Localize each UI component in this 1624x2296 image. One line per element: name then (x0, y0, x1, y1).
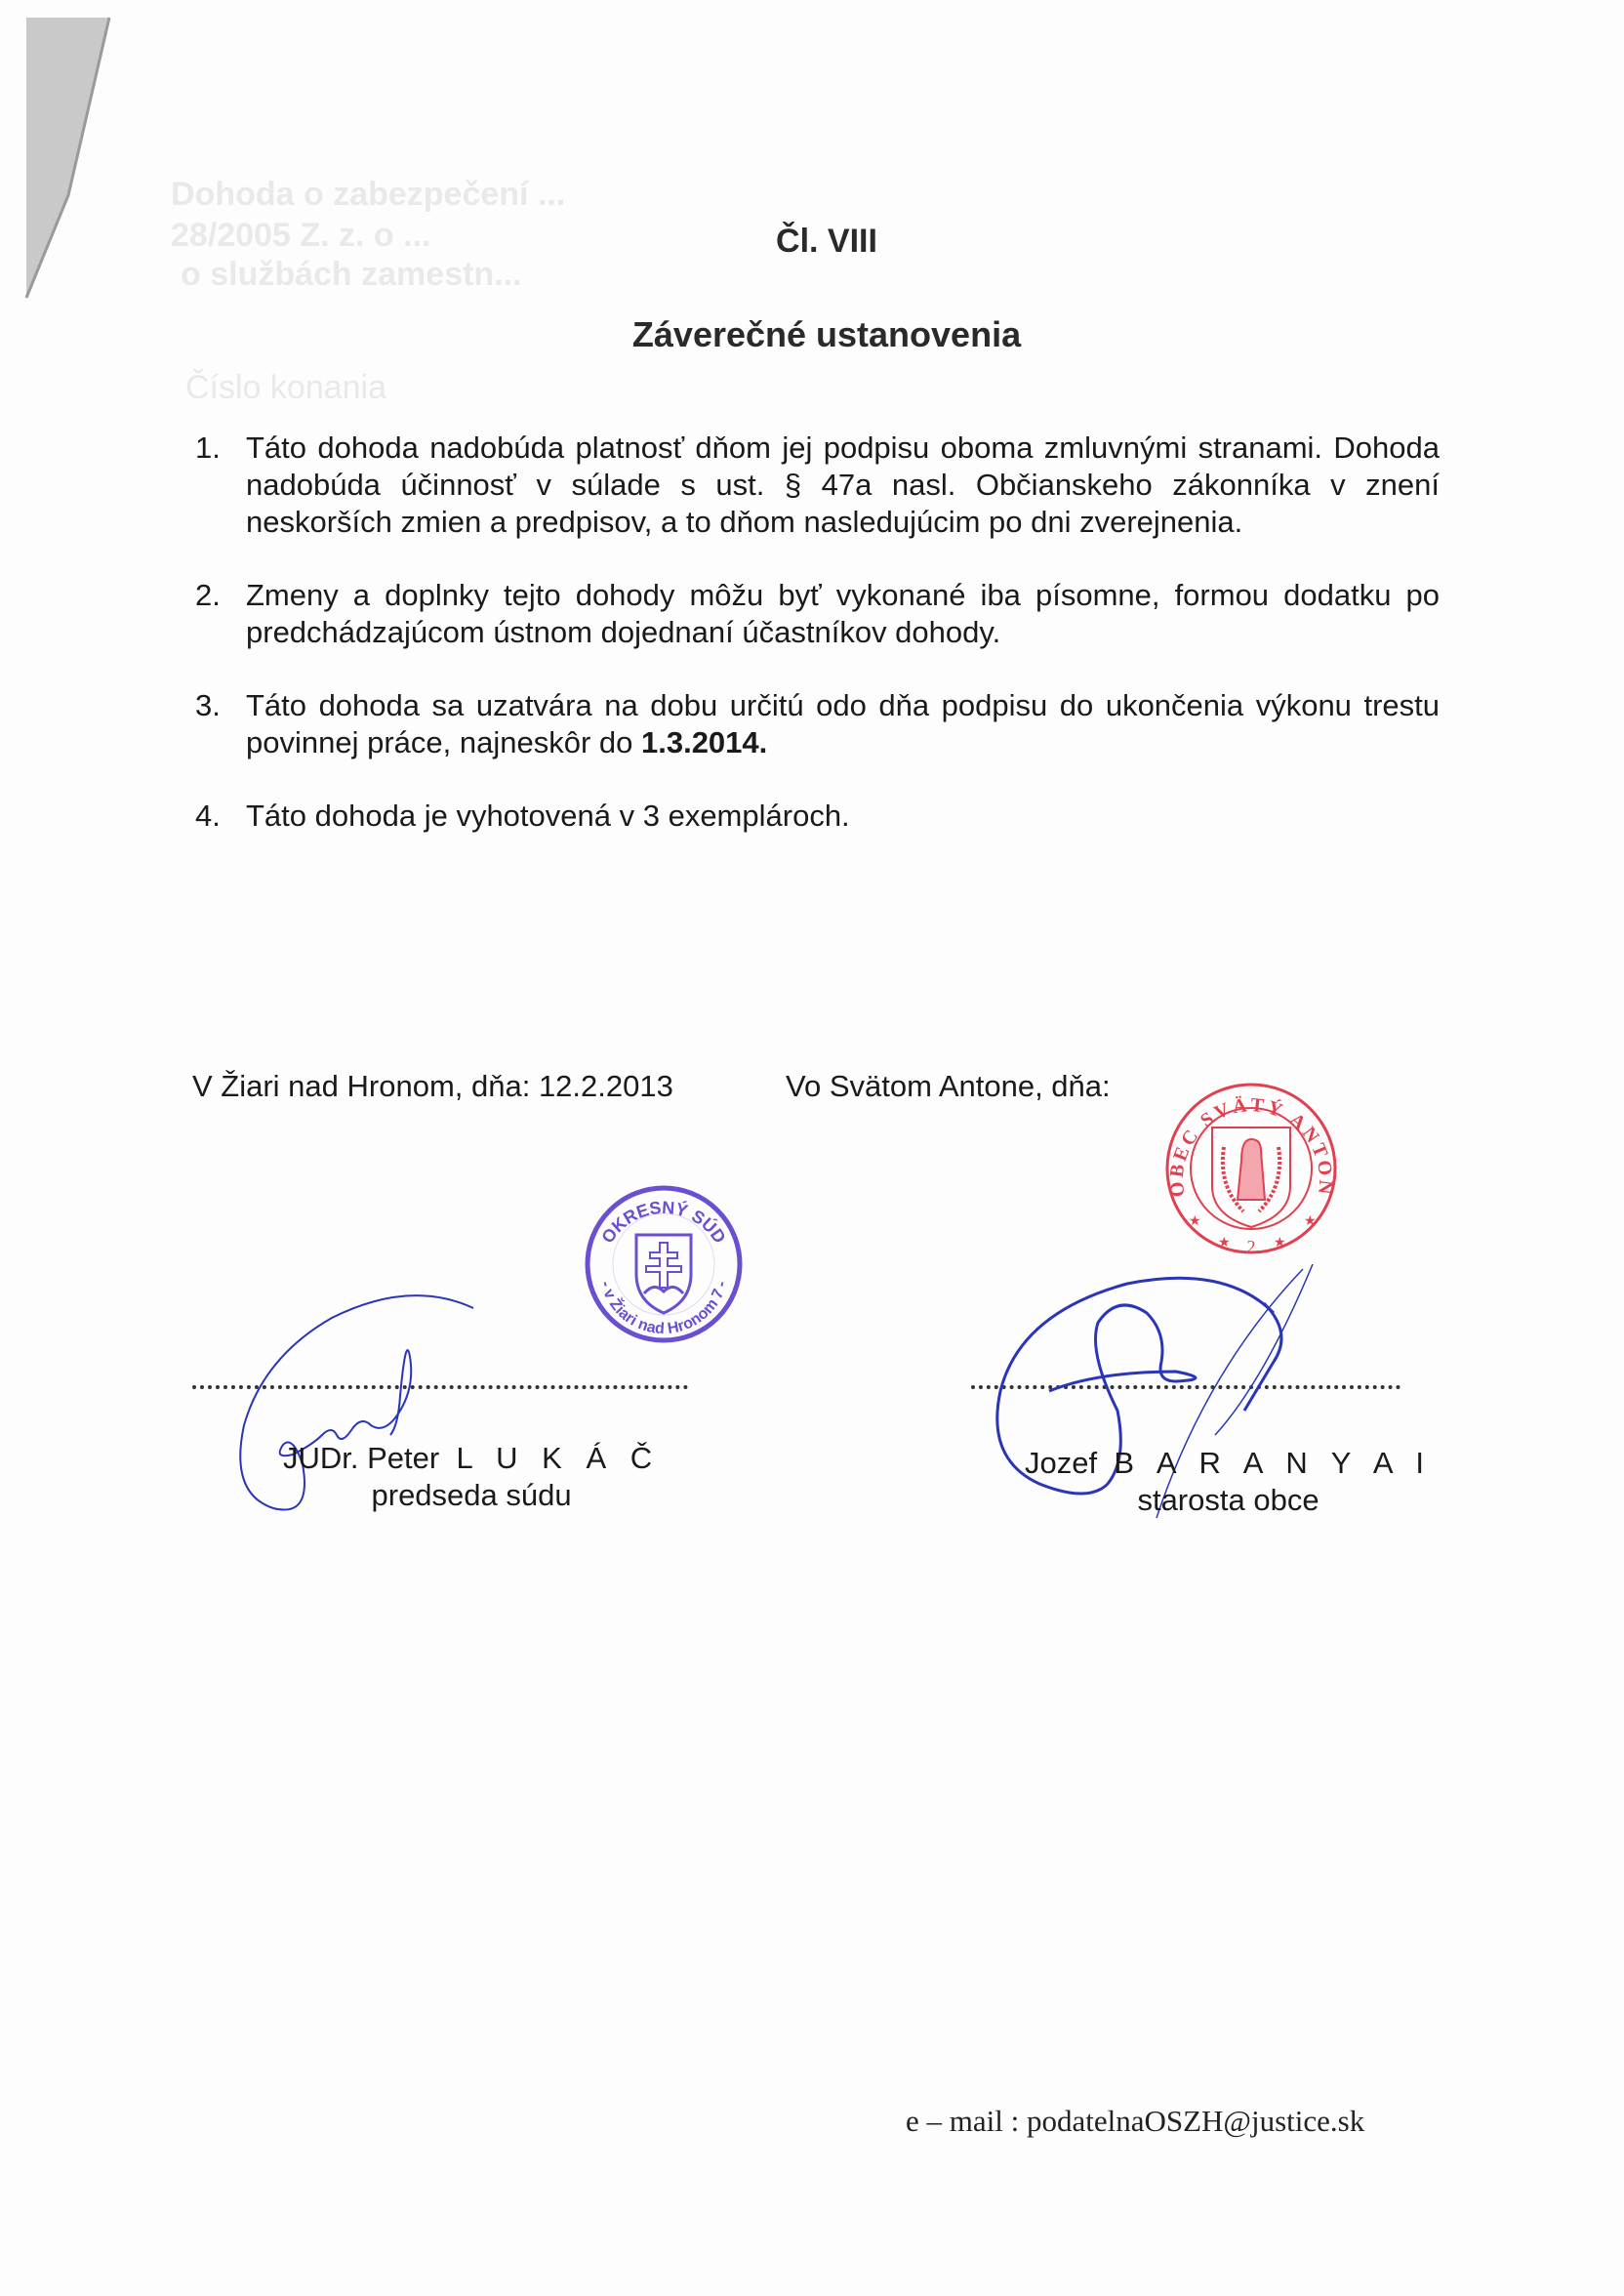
bleed-through-line: Dohoda o zabezpečení ... (171, 176, 566, 213)
clause-number: 3. (195, 688, 221, 722)
clause-text: Táto dohoda je vyhotovená v 3 exemplároch. (246, 799, 850, 833)
scan-edge-shadow (0, 0, 117, 312)
article-number: Čl. VIII (776, 223, 877, 260)
municipality-stamp-number: 2 (1246, 1237, 1256, 1256)
clause-text: Táto dohoda sa uzatvára na dobu určitú odo dňa podpisu do ukončenia výkonu trestu povinnej práce, najneskôr do (246, 688, 1440, 759)
svg-text:★: ★ (1274, 1234, 1286, 1250)
left-signatory-role: predseda súdu (371, 1478, 572, 1512)
clause-number: 1. (195, 430, 221, 465)
clause-list (195, 430, 1440, 871)
clause-number: 2. (195, 578, 221, 612)
left-signatory-name (283, 1440, 660, 1477)
clause-text: Zmeny a doplnky tejto dohody môžu byť vykonané iba písomne, formou dodatku po predchádzajúcom ústnom dojednaní účastníkov dohody. (246, 578, 1440, 649)
right-signatory (1025, 1445, 1432, 1519)
right-signatory-first-name: Jozef (1025, 1446, 1098, 1480)
right-place-date: Vo Svätom Antone, dňa: (786, 1069, 1111, 1103)
municipality-stamp-icon (1161, 1079, 1342, 1259)
left-signatory-prefix: JUDr. Peter (283, 1441, 440, 1475)
clause-text-wrapper (246, 687, 1440, 761)
bleed-through-line: 28/2005 Z. z. o ... (171, 217, 431, 254)
clause-number: 4. (195, 799, 221, 833)
svg-text:★: ★ (1218, 1234, 1231, 1250)
right-signatory-surname: B A R A N Y A I (1114, 1446, 1433, 1480)
clause-item (195, 430, 1440, 541)
clause-item (195, 798, 1440, 835)
court-stamp-icon (576, 1176, 751, 1352)
court-stamp-bottom-text: - v Žiari nad Hronom 7 - (596, 1279, 731, 1338)
right-signatory-name (1025, 1445, 1432, 1482)
left-place-date: V Žiari nad Hronom, dňa: 12.2.2013 (192, 1069, 673, 1103)
clause-text: Táto dohoda nadobúda platnosť dňom jej podpisu oboma zmluvnými stranami. Dohoda nadobúda účinnosť v súlade s ust. § 47a nasl. Občianskeho zákonníka v znení neskorších zmien a predpisov, a to dňom nasledujúcim po dni zverejnenia. (246, 430, 1440, 539)
footer-email: e – mail : podatelnaOSZH@justice.sk (906, 2104, 1365, 2138)
svg-text:★: ★ (1304, 1212, 1317, 1228)
section-title: Záverečné ustanovenia (631, 314, 1022, 354)
clause-deadline-date: 1.3.2014. (640, 725, 768, 759)
svg-text:★: ★ (1189, 1212, 1201, 1228)
court-stamp-top-text: OKRESNÝ SÚD (597, 1197, 730, 1248)
left-signatory-surname: L U K Á Č (456, 1441, 661, 1475)
right-signatory-role: starosta obce (1137, 1483, 1320, 1517)
clause-item (195, 577, 1440, 651)
clause-item (195, 687, 1440, 761)
left-signatory (283, 1440, 660, 1514)
bleed-through-line: o službách zamestn... (181, 256, 522, 293)
municipality-stamp-text: OBEC SVÄTÝ ANTON (1165, 1094, 1337, 1199)
bleed-through-line: Číslo konania (185, 369, 387, 406)
